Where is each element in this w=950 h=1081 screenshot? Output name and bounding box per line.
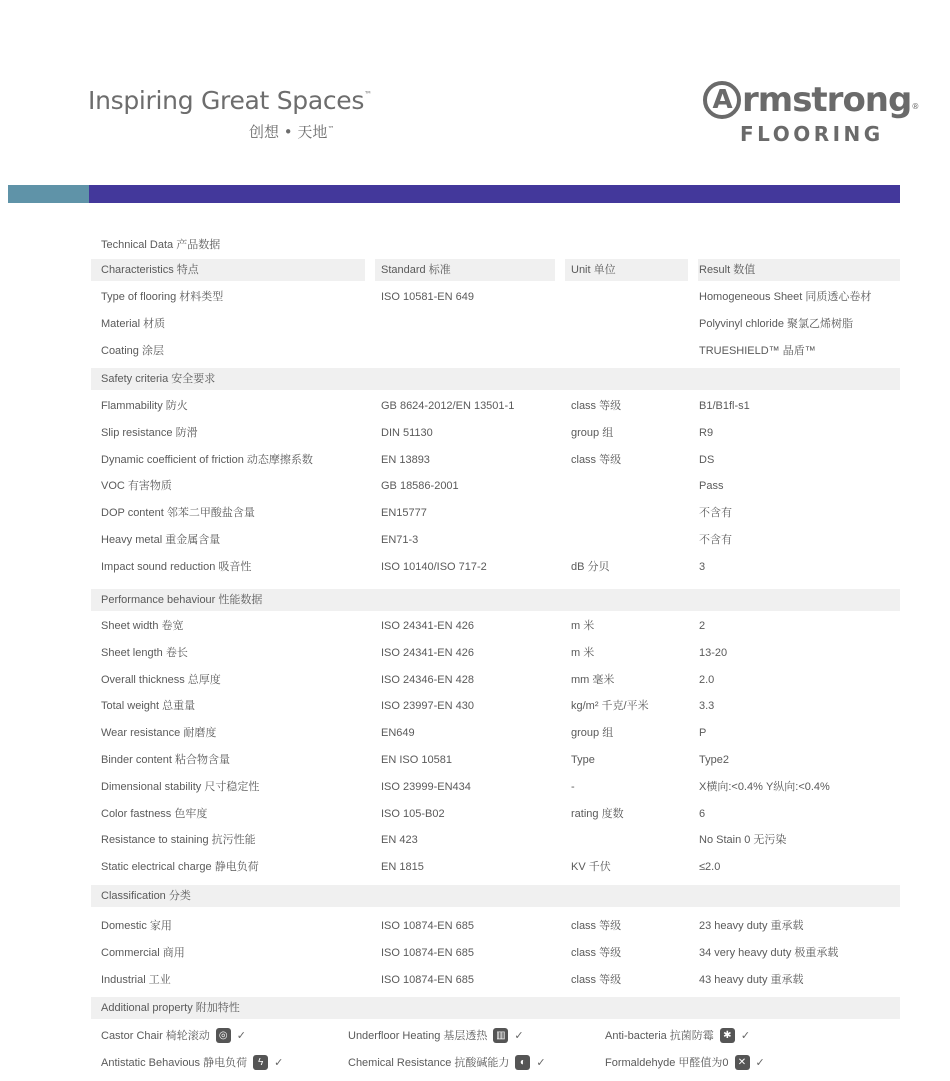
table-cell: 6 [699, 807, 706, 820]
table-row [91, 695, 900, 717]
table-cell: EN 13893 [381, 453, 430, 466]
table-cell: Safety criteria 安全要求 [101, 373, 216, 385]
table-cell: - [571, 780, 575, 793]
table-cell: class 等级 [571, 400, 622, 412]
table-cell: ISO 23999-EN434 [381, 780, 471, 793]
table-cell: No Stain 0 无污染 [699, 834, 787, 847]
table-row [91, 942, 900, 964]
table-row [91, 829, 900, 851]
table-cell: Coating 涂层 [101, 345, 164, 357]
property-label: Formaldehyde 甲醛值为0 [605, 1057, 729, 1069]
table-row [91, 856, 900, 878]
table-cell: GB 18586-2001 [381, 480, 459, 493]
table-cell: 2.0 [699, 673, 715, 686]
table-cell: ≤2.0 [699, 861, 721, 874]
checkmark-icon: ✓ [274, 1056, 284, 1069]
additional-property-item [101, 1054, 283, 1070]
table-row [91, 722, 900, 744]
table-cell: rating 度数 [571, 807, 624, 820]
chemical-resistance-icon: ◐ [515, 1055, 530, 1070]
table-cell: Type2 [699, 754, 729, 766]
table-cell: Flammability 防火 [101, 400, 188, 412]
table-cell: class 等级 [571, 974, 622, 986]
table-cell: Sheet length 卷长 [101, 646, 188, 659]
additional-property-item [605, 1054, 765, 1070]
table-cell: kg/m² 千克/平米 [571, 700, 649, 713]
table-row [91, 749, 900, 771]
table-row [91, 969, 900, 991]
table-cell: ISO 24341-EN 426 [381, 646, 474, 659]
table-row [91, 475, 900, 497]
table-row [91, 422, 900, 444]
table-row [91, 803, 900, 825]
table-row [91, 529, 900, 551]
antistatic-icon: ϟ [253, 1055, 268, 1070]
table-title: Technical Data 产品数据 [101, 239, 221, 251]
table-cell: VOC 有害物质 [101, 480, 172, 493]
table-row [91, 395, 900, 417]
table-cell: Polyvinyl chloride 聚氯乙烯树脂 [699, 318, 854, 330]
table-row [91, 313, 900, 335]
anti-bacteria-icon: ✱ [720, 1028, 735, 1043]
table-cell: EN71-3 [381, 534, 419, 546]
table-cell: class 等级 [571, 453, 622, 466]
section-header-additional [91, 997, 900, 1019]
table-cell: X横向:<0.4% Y纵向:<0.4% [699, 780, 830, 793]
table-cell: Color fastness 色牢度 [101, 807, 208, 820]
table-cell: Additional property 附加特性 [101, 1002, 240, 1014]
section-header-classification [91, 885, 900, 907]
table-cell: ISO 105-B02 [381, 807, 445, 820]
formaldehyde-icon: ✕ [735, 1055, 750, 1070]
table-cell: B1/B1fl-s1 [699, 400, 750, 412]
table-cell: Classification 分类 [101, 890, 191, 902]
property-label: Underfloor Heating 基层透热 [348, 1030, 488, 1042]
table-cell: Overall thickness 总厚度 [101, 673, 221, 686]
column-divider [365, 259, 375, 281]
table-cell: DS [699, 453, 715, 466]
table-cell: Unit 单位 [571, 264, 616, 276]
table-cell: Domestic 家用 [101, 920, 172, 932]
column-divider [555, 259, 565, 281]
table-row [91, 449, 900, 471]
table-row [91, 286, 900, 308]
table-cell: Commercial 商用 [101, 947, 185, 959]
column-divider [688, 259, 698, 281]
property-label: Antistatic Behavious 静电负荷 [101, 1057, 248, 1069]
table-cell: Homogeneous Sheet 同质透心卷材 [699, 291, 872, 303]
additional-property-item [348, 1027, 524, 1043]
table-cell: GB 8624-2012/EN 13501-1 [381, 400, 515, 412]
table-cell: ISO 10581-EN 649 [381, 291, 474, 303]
table-cell: Dynamic coefficient of friction 动态摩擦系数 [101, 453, 313, 466]
table-cell: class 等级 [571, 920, 622, 932]
table-row [91, 615, 900, 637]
checkmark-icon: ✓ [514, 1029, 524, 1042]
table-cell: Performance behaviour 性能数据 [101, 594, 263, 606]
table-cell: Heavy metal 重金属含量 [101, 534, 221, 546]
table-cell: 34 very heavy duty 极重承载 [699, 947, 839, 959]
table-cell: Characteristics 特点 [101, 264, 199, 276]
table-cell: Type [571, 754, 595, 766]
tagline: Inspiring Great Spaces™ [88, 86, 372, 115]
castor-chair-icon: ◎ [216, 1028, 231, 1043]
additional-property-item [348, 1054, 546, 1070]
property-label: Chemical Resistance 抗酸碱能力 [348, 1057, 510, 1069]
property-label: Castor Chair 椅轮滚动 [101, 1030, 210, 1042]
table-cell: class 等级 [571, 947, 622, 959]
table-cell: ISO 10140/ISO 717-2 [381, 560, 487, 573]
table-cell: Total weight 总重量 [101, 700, 196, 713]
table-cell: group 组 [571, 426, 614, 439]
table-header-row [91, 259, 900, 281]
table-cell: Standard 标准 [381, 264, 451, 276]
armstrong-logo: A rmstrong ® FLOORING [703, 80, 913, 150]
tagline-chinese: 创想 • 天地™ [249, 123, 335, 141]
table-cell: Binder content 粘合物含量 [101, 754, 230, 766]
table-cell: Dimensional stability 尺寸稳定性 [101, 780, 260, 793]
table-cell: mm 毫米 [571, 673, 615, 686]
table-cell: Pass [699, 480, 724, 493]
table-cell: Impact sound reduction 吸音性 [101, 560, 252, 573]
table-cell: dB 分贝 [571, 560, 610, 573]
table-cell: m 米 [571, 646, 595, 659]
table-row [91, 915, 900, 937]
table-cell: DIN 51130 [381, 426, 433, 439]
header-band-teal [8, 185, 89, 203]
checkmark-icon: ✓ [236, 1029, 247, 1042]
table-cell: EN649 [381, 727, 415, 740]
table-row [91, 669, 900, 691]
table-cell: Material 材质 [101, 318, 166, 330]
section-header-performance [91, 589, 900, 611]
property-label: Anti-bacteria 抗菌防霉 [605, 1030, 714, 1042]
table-cell: Resistance to staining 抗污性能 [101, 834, 256, 847]
table-cell: Industrial 工业 [101, 974, 171, 986]
table-cell: Type of flooring 材料类型 [101, 291, 224, 303]
table-cell: 23 heavy duty 重承载 [699, 920, 804, 932]
table-cell: 3.3 [699, 700, 715, 713]
table-cell: DOP content 邻苯二甲酸盐含量 [101, 507, 255, 520]
table-row [91, 776, 900, 798]
table-row [91, 502, 900, 524]
table-cell: 43 heavy duty 重承载 [699, 974, 804, 986]
table-row [91, 642, 900, 664]
table-row [91, 340, 900, 362]
table-cell: ISO 10874-EN 685 [381, 920, 474, 932]
section-header-safety [91, 368, 900, 390]
table-cell: 不含有 [699, 534, 732, 546]
table-cell: ISO 23997-EN 430 [381, 700, 474, 713]
additional-property-item [101, 1027, 246, 1043]
table-cell: ISO 10874-EN 685 [381, 947, 474, 959]
table-cell: 13-20 [699, 646, 728, 659]
table-cell: ISO 10874-EN 685 [381, 974, 474, 986]
table-cell: EN 423 [381, 834, 418, 847]
table-cell: Result 数值 [699, 264, 756, 276]
table-cell: ISO 24346-EN 428 [381, 673, 474, 686]
table-cell: 2 [699, 620, 706, 632]
table-cell: EN ISO 10581 [381, 754, 452, 766]
table-cell: TRUESHIELD™ 晶盾™ [699, 345, 816, 357]
table-cell: Static electrical charge 静电负荷 [101, 861, 259, 874]
table-cell: R9 [699, 426, 714, 439]
table-cell: Slip resistance 防滑 [101, 426, 198, 439]
table-cell: m 米 [571, 620, 595, 632]
header-band-purple [89, 185, 900, 203]
table-cell: 不含有 [699, 507, 732, 520]
checkmark-icon: ✓ [755, 1056, 765, 1069]
table-cell: KV 千伏 [571, 861, 611, 874]
table-cell: Sheet width 卷宽 [101, 620, 184, 632]
table-cell: ISO 24341-EN 426 [381, 620, 474, 632]
underfloor-heating-icon: ▥ [493, 1028, 508, 1043]
checkmark-icon: ✓ [740, 1029, 751, 1042]
checkmark-icon: ✓ [536, 1056, 546, 1069]
table-row [91, 556, 900, 578]
table-cell: group 组 [571, 727, 614, 740]
additional-property-item [605, 1027, 750, 1043]
table-cell: 3 [699, 560, 706, 573]
table-cell: EN 1815 [381, 861, 424, 874]
table-cell: Wear resistance 耐磨度 [101, 727, 217, 740]
table-cell: EN15777 [381, 507, 427, 520]
table-cell: P [699, 727, 707, 740]
